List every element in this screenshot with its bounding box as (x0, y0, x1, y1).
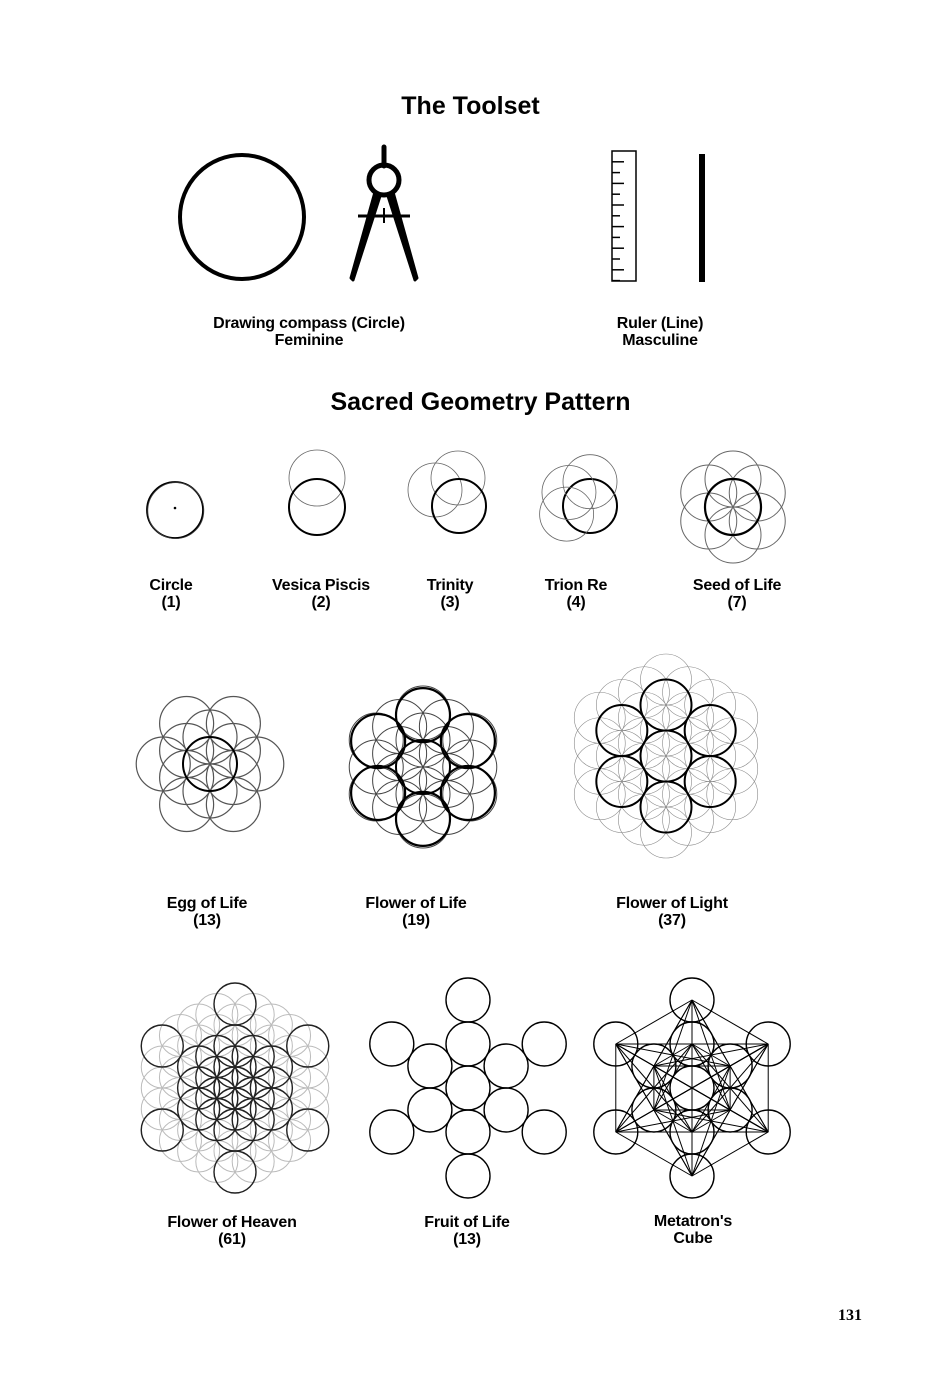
pattern-circle (522, 1022, 566, 1066)
pattern-circle (446, 1110, 490, 1154)
pattern-circle (484, 1044, 528, 1088)
pattern-circle (289, 479, 345, 535)
fruit-of-life-icon (362, 972, 574, 1204)
pattern-line (616, 1132, 692, 1176)
pattern-caption-flower-of-life: Flower of Life (19) (365, 895, 467, 929)
seed-of-life-icon (668, 440, 798, 570)
vesica-piscis-icon (270, 440, 370, 550)
pattern-circle (408, 463, 462, 517)
pattern-line (616, 1000, 692, 1044)
pattern-caption-flower-of-heaven: Flower of Heaven (61) (167, 1214, 297, 1248)
pattern-caption-trinity: Trinity (3) (426, 577, 474, 611)
pattern-caption-circle: Circle (1) (149, 577, 193, 611)
trinity-icon (395, 440, 505, 550)
pattern-circle (370, 1022, 414, 1066)
pattern-caption-seed-of-life: Seed of Life (7) (692, 577, 782, 611)
pattern-heading: Sacred Geometry Pattern (330, 388, 631, 416)
center-dot (174, 507, 177, 510)
ruler-icon (604, 148, 714, 288)
circle-pattern-icon (130, 460, 220, 560)
flower-of-light-icon (555, 650, 780, 865)
metatrons-cube-icon (582, 972, 802, 1204)
pattern-caption-vesica-piscis: Vesica Piscis (2) (272, 577, 370, 611)
pattern-line (692, 1132, 768, 1176)
tool-caption-compass: Drawing compass (Circle) Feminine (213, 315, 405, 349)
pattern-circle (446, 1022, 490, 1066)
pattern-circle (408, 1044, 452, 1088)
pattern-caption-trion-re: Trion Re (4) (544, 577, 608, 611)
single-circle-trace (148, 483, 204, 539)
pattern-circle (351, 766, 405, 820)
page-number: 131 (838, 1307, 862, 1324)
flower-of-life-icon (335, 675, 510, 860)
flower-of-heaven-icon (128, 975, 343, 1200)
pattern-caption-fruit-of-life: Fruit of Life (13) (424, 1214, 510, 1248)
pattern-circle (432, 479, 486, 533)
pattern-circle (408, 1088, 452, 1132)
pattern-caption-metatrons-cube: Metatron's Cube (653, 1213, 733, 1247)
pattern-caption-egg-of-life: Egg of Life (13) (166, 895, 248, 929)
pattern-circle (522, 1110, 566, 1154)
toolset-heading: The Toolset (401, 92, 540, 120)
pattern-circle (431, 451, 485, 505)
pattern-circle (441, 766, 495, 820)
pattern-circle (370, 1110, 414, 1154)
pattern-circle (446, 1066, 490, 1110)
pattern-circle (446, 1154, 490, 1198)
pattern-circle (484, 1088, 528, 1132)
pattern-circle (446, 978, 490, 1022)
pattern-circle (441, 714, 495, 768)
compass-icon (170, 140, 430, 290)
pattern-caption-flower-of-light: Flower of Light (37) (616, 895, 728, 929)
egg-of-life-icon (125, 685, 295, 845)
pattern-line (692, 1000, 768, 1044)
tool-caption-ruler: Ruler (Line) Masculine (616, 315, 704, 349)
trion-re-icon (528, 440, 638, 550)
